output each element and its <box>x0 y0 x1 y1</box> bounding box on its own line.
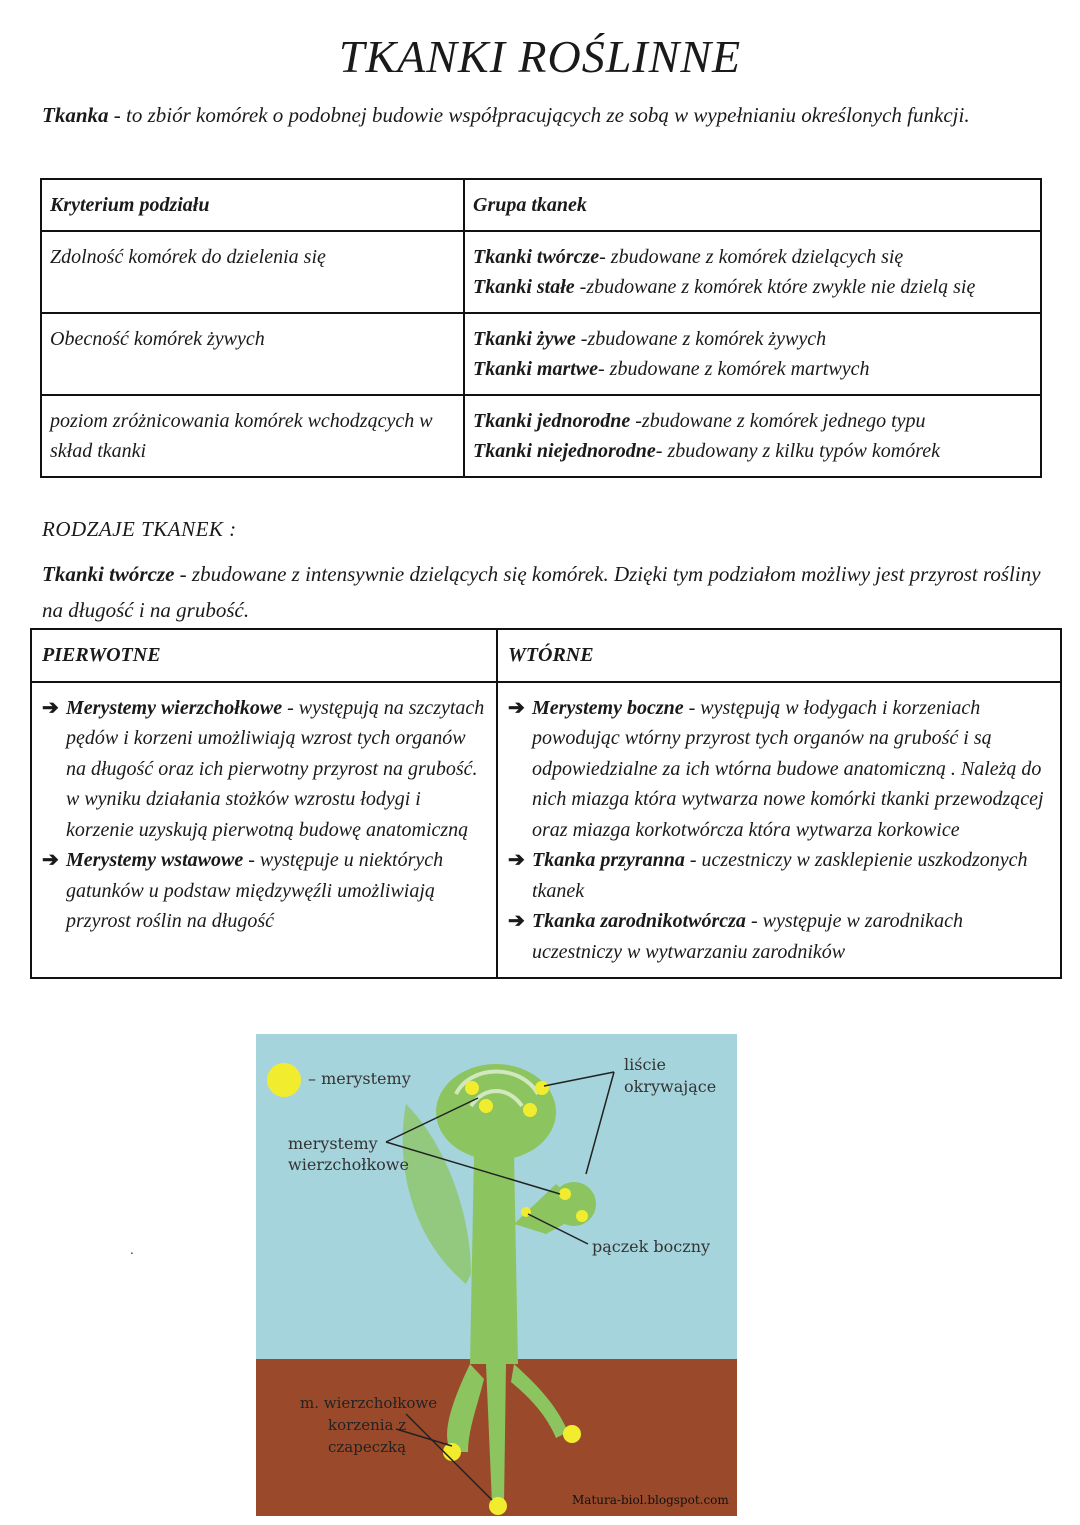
item-desc: - występują na szczytach pędów i korzeni umożliwiają wzrost tych organów na długość oraz ich pierwotny przyrost na grubość. w wyniku działania stożków wzrostu łodygi i korzenie uzyskują pierwotną budowę anatomiczną <box>66 696 485 841</box>
list-item <box>42 845 486 937</box>
table-row <box>41 313 1041 395</box>
plant-meristem-diagram <box>256 1034 737 1516</box>
group-cell <box>464 395 1041 477</box>
group-name: Tkanki niejednorodne <box>473 440 656 462</box>
meristem-dot <box>535 1081 549 1095</box>
table-row <box>41 231 1041 313</box>
item-name: Tkanka przyranna <box>532 849 685 871</box>
item-name: Merystemy wierzchołkowe <box>66 696 283 719</box>
meristem-definition <box>42 556 1042 628</box>
group-desc: -zbudowane z komórek które zwykle nie dzielą się <box>574 276 976 298</box>
lateral-bud <box>552 1182 596 1226</box>
group-name: Tkanki jednorodne <box>473 410 631 432</box>
label-root-meristem: m. wierzchołkowe <box>300 1394 438 1412</box>
label-root-meristem-2: korzenia z <box>328 1416 407 1434</box>
list-item <box>508 693 1050 846</box>
group-desc: -zbudowane z komórek żywych <box>575 328 827 350</box>
definition-term: Tkanka <box>42 103 109 127</box>
group-desc: -zbudowane z komórek jednego typu <box>630 410 926 432</box>
label-covering-leaves-2: okrywające <box>624 1077 717 1096</box>
arrow-right-icon: ➔ <box>508 696 525 719</box>
criterion-cell: poziom zróżnicowania komórek wchodzących w skład tkanki <box>41 395 464 477</box>
label-apical-meristems-2: wierzchołkowe <box>288 1155 409 1174</box>
table-header-row <box>31 629 1061 682</box>
label-apical-meristems: merystemy <box>288 1134 378 1153</box>
definition-text: - to zbiór komórek o podobnej budowie współpracujących ze sobą w wypełnianiu określonych funkcji. <box>108 103 970 127</box>
group-name: Tkanki twórcze <box>473 246 600 268</box>
meristem-table <box>30 628 1062 979</box>
table-row <box>31 682 1061 979</box>
criterion-cell: Obecność komórek żywych <box>41 313 464 395</box>
item-desc: - uczestniczy w zasklepienie uszkodzonych tkanek <box>532 849 1028 902</box>
group-desc: - zbudowane z komórek martwych <box>598 358 870 380</box>
label-covering-leaves: liście <box>624 1055 666 1074</box>
list-item <box>508 845 1050 906</box>
list-item <box>508 906 1050 967</box>
table-row <box>41 395 1041 477</box>
arrow-right-icon: ➔ <box>508 910 525 932</box>
criterion-cell: Zdolność komórek do dzielenia się <box>41 231 464 313</box>
meristem-text: - zbudowane z intensywnie dzielących się komórek. Dzięki tym podziałom możliwy jest przyrost rośliny na długość i na grubość. <box>42 562 1041 622</box>
watermark-text: Matura-biol.blogspot.com <box>572 1493 729 1507</box>
group-cell <box>464 313 1041 395</box>
page-title: TKANKI ROŚLINNE <box>338 31 742 82</box>
legend-label: – merystemy <box>308 1069 411 1088</box>
label-root-meristem-3: czapeczką <box>328 1438 407 1456</box>
item-desc: - występuje u niektórych gatunków u podstaw międzywęźli umożliwiają przyrost roślin na długość <box>66 849 444 932</box>
header-criterion: Kryterium podziału <box>41 179 464 231</box>
stray-mark: . <box>130 1243 134 1257</box>
shoot-apex <box>436 1064 556 1160</box>
arrow-right-icon: ➔ <box>508 849 525 871</box>
secondary-cell <box>497 682 1061 979</box>
header-primary: PIERWOTNE <box>31 629 497 682</box>
group-name: Tkanki martwe <box>473 358 599 380</box>
classification-table <box>40 178 1042 478</box>
section-heading-tissue-types: RODZAJE TKANEK : <box>42 517 237 541</box>
item-name: Merystemy wstawowe <box>66 849 244 871</box>
meristem-dot <box>576 1210 588 1222</box>
item-name: Tkanka zarodnikotwórcza <box>532 910 746 932</box>
legend-meristem-dot <box>267 1063 301 1097</box>
list-item <box>42 693 486 846</box>
table-header-row <box>41 179 1041 231</box>
group-desc: - zbudowany z kilku typów komórek <box>655 440 940 462</box>
tissue-definition <box>42 103 1062 128</box>
meristem-dot <box>563 1425 581 1443</box>
arrow-right-icon: ➔ <box>42 849 59 871</box>
header-secondary: WTÓRNE <box>497 629 1061 682</box>
meristem-dot <box>523 1103 537 1117</box>
primary-cell <box>31 682 497 979</box>
header-group: Grupa tkanek <box>464 179 1041 231</box>
meristem-term: Tkanki twórcze <box>42 562 175 586</box>
group-name: Tkanki stałe <box>473 276 575 298</box>
group-cell <box>464 231 1041 313</box>
item-name: Merystemy boczne <box>532 696 684 719</box>
group-desc: - zbudowane z komórek dzielących się <box>599 246 904 268</box>
item-desc: - występuje w zarodnikach uczestniczy w wytwarzaniu zarodników <box>532 910 963 963</box>
group-name: Tkanki żywe <box>473 328 576 350</box>
arrow-right-icon: ➔ <box>42 696 59 719</box>
item-desc: - występują w łodygach i korzeniach powodując wtórny przyrost tych organów na grubość i są odpowiedzialne za ich wtórna budowe anatomiczną . Należą do nich miazga która wytwarza nowe komórki tkanki przewodzącej oraz miazga korkotwórcza która wytwarza korkowice <box>532 696 1044 841</box>
meristem-dot <box>465 1081 479 1095</box>
meristem-dot <box>559 1188 571 1200</box>
stem-shape <box>470 1154 518 1364</box>
label-lateral-bud: pączek boczny <box>592 1237 711 1256</box>
meristem-dot <box>479 1099 493 1113</box>
